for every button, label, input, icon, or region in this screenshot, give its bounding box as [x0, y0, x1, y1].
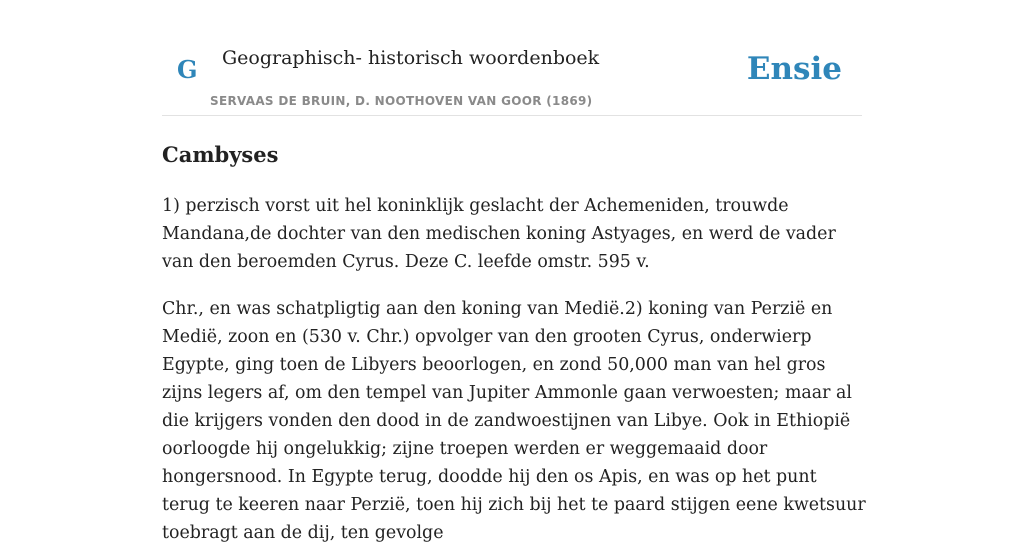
letter-index-link[interactable]: G	[177, 55, 198, 84]
page-header	[162, 0, 862, 116]
ensie-logo[interactable]: Ensie	[746, 51, 842, 87]
entry-paragraph: Chr., en was schatpligtig aan den koning van Medië.2) koning van Perzië en Medië, zoon en (530 v. Chr.) opvolger van den grooten Cyrus, onderwierp Egypte, ging toen de Libyers beoorlogen, en zond 50,000 man van hel gros zijns legers af, om den tempel van Jupiter Ammonle gaan verwoesten; maar al die krijgers vonden den dood in de zandwoestijnen van Libye. Ook in Ethiopië oorloogde hij ongelukkig; zijne troepen werden er weggemaaid door hongersnood. In Egypte terug, doodde hij den os Apis, en was op het punt terug te keeren naar Perzië, toen hij zich bij het te paard stijgen eene kwetsuur toebragt aan de dij, ten gevolge	[162, 299, 866, 543]
entry-paragraph: 1) perzisch vorst uit hel koninklijk geslacht der Achemeniden, trouwde Mandana,de dochter van den medischen koning Astyages, en werd de vader van den beroemden Cyrus. Deze C. leefde omstr. 595 v.	[162, 196, 836, 272]
entry-title: Cambyses	[162, 142, 279, 167]
book-authors: SERVAAS DE BRUIN, D. NOOTHOVEN VAN GOOR (1869)	[210, 94, 593, 108]
book-title-link[interactable]: Geographisch- historisch woordenboek	[222, 47, 600, 69]
